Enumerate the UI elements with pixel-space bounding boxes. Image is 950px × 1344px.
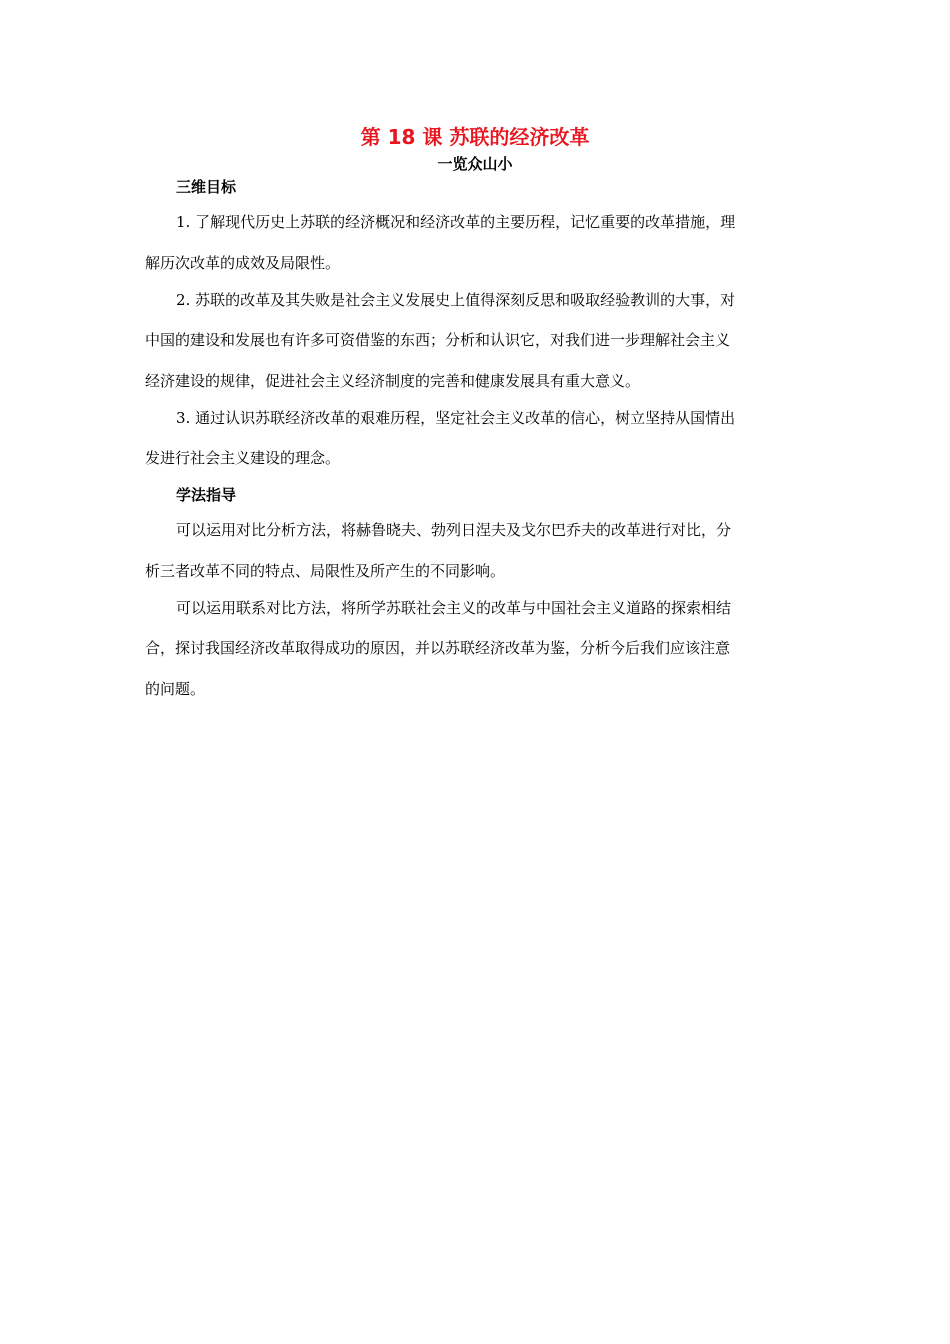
paragraph-line: 中国的建设和发展也有许多可资借鉴的东西；分析和认识它，对我们进一步理解社会主义 bbox=[145, 331, 731, 349]
section-heading-method: 学法指导 bbox=[176, 486, 237, 504]
paragraph-line: 3. 通过认识苏联经济改革的艰难历程，坚定社会主义改革的信心，树立坚持从国情出 bbox=[176, 409, 736, 427]
paragraph-line: 可以运用对比分析方法，将赫鲁晓夫、勃列日涅夫及戈尔巴乔夫的改革进行对比，分 bbox=[176, 521, 732, 539]
paragraph-line: 发进行社会主义建设的理念。 bbox=[145, 449, 341, 467]
paragraph-line: 析三者改革不同的特点、局限性及所产生的不同影响。 bbox=[145, 562, 506, 580]
paragraph-line: 合，探讨我国经济改革取得成功的原因，并以苏联经济改革为鉴，分析今后我们应该注意 bbox=[145, 639, 731, 657]
paragraph-line: 2. 苏联的改革及其失败是社会主义发展史上值得深刻反思和吸取经验教训的大事，对 bbox=[176, 291, 736, 309]
paragraph-line: 可以运用联系对比方法，将所学苏联社会主义的改革与中国社会主义道路的探索相结 bbox=[176, 599, 732, 617]
section-heading-goals: 三维目标 bbox=[176, 178, 237, 196]
paragraph-line: 经济建设的规律，促进社会主义经济制度的完善和健康发展具有重大意义。 bbox=[145, 372, 641, 390]
paragraph-line: 1. 了解现代历史上苏联的经济概况和经济改革的主要历程，记忆重要的改革措施，理 bbox=[176, 213, 736, 231]
lesson-title: 第 18 课 苏联的经济改革 bbox=[360, 125, 590, 149]
paragraph-line: 解历次改革的成效及局限性。 bbox=[145, 254, 341, 272]
lesson-subtitle: 一览众山小 bbox=[437, 155, 513, 173]
paragraph-line: 的问题。 bbox=[145, 680, 206, 698]
